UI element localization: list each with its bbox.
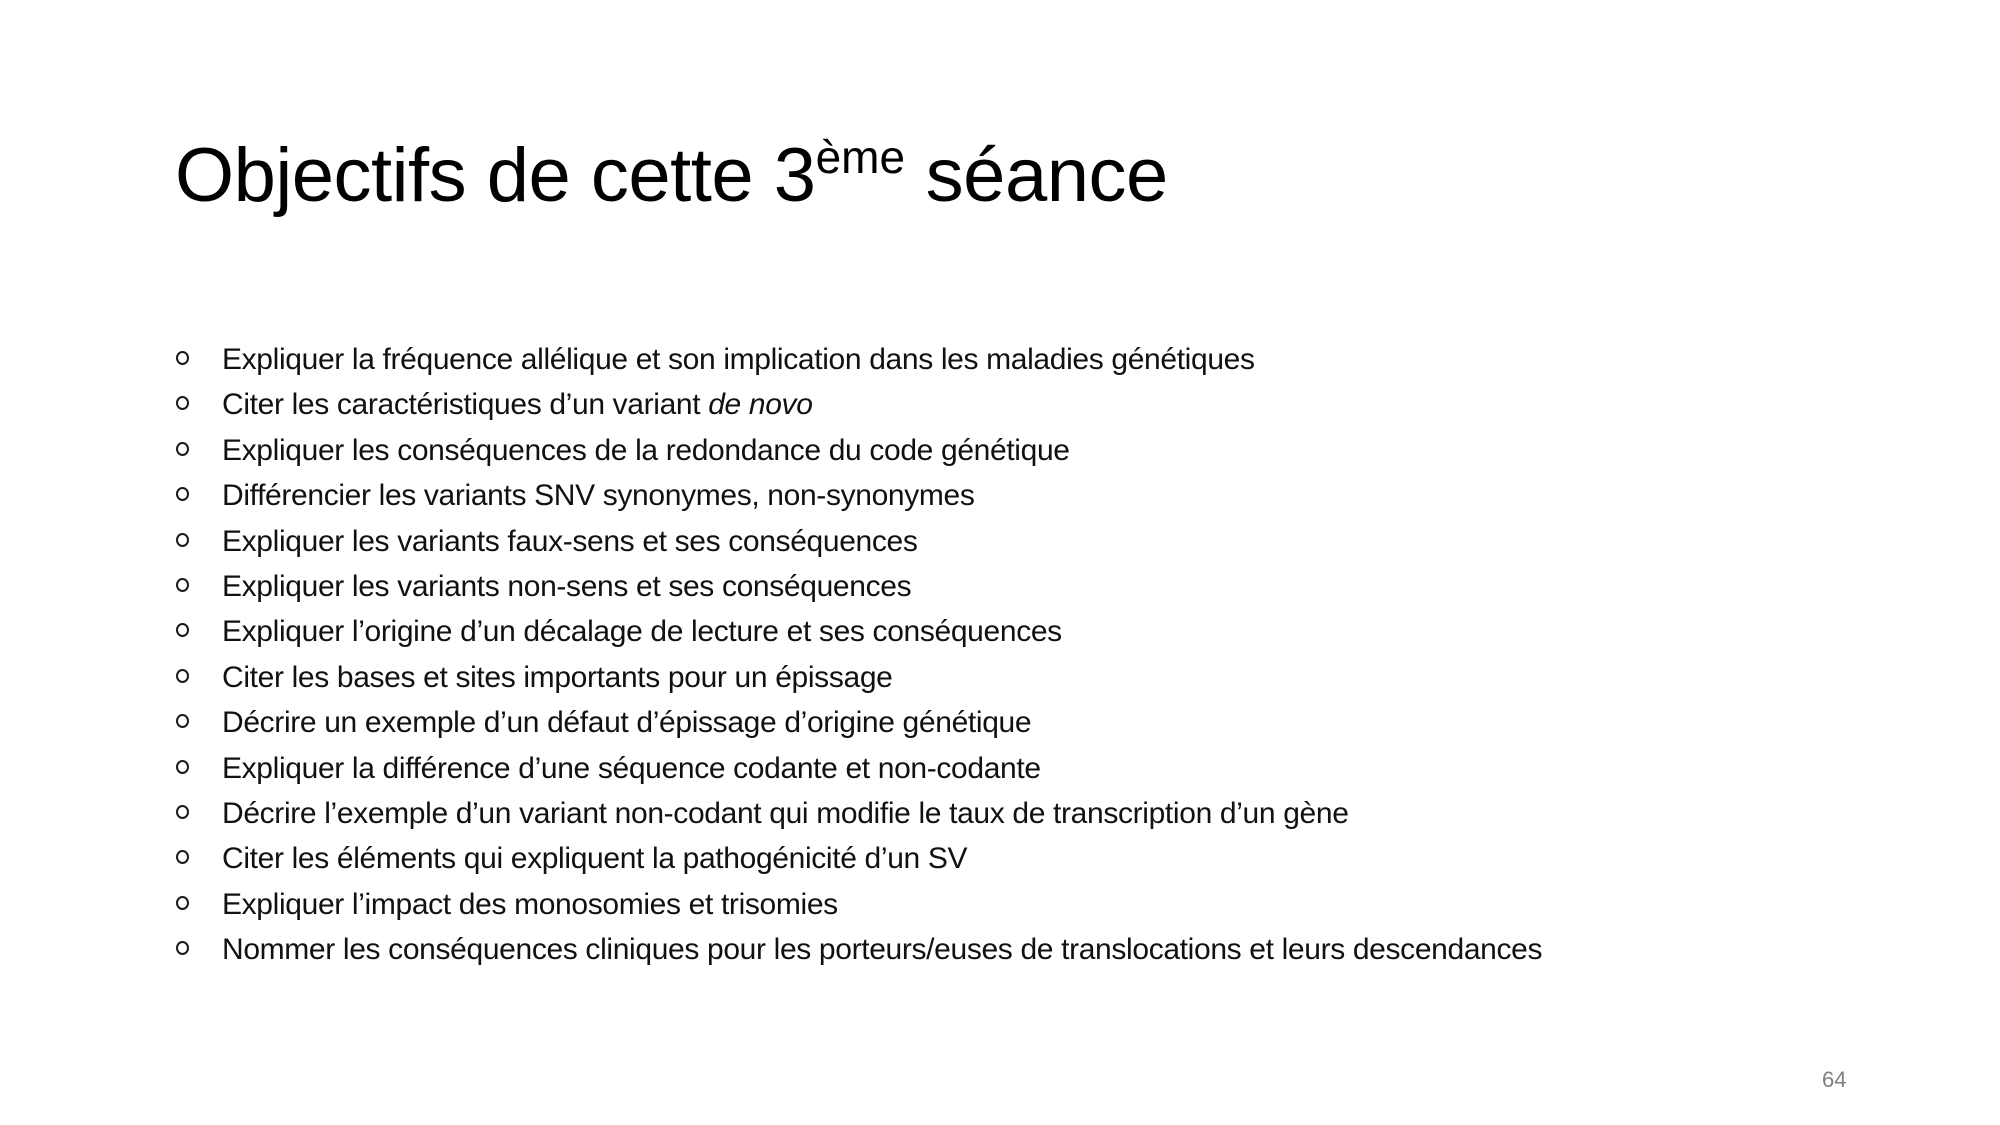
hollow-circle-bullet-icon (176, 760, 189, 774)
hollow-circle-bullet-icon (176, 578, 189, 592)
title-suffix: séance (905, 133, 1168, 218)
hollow-circle-bullet-icon (176, 351, 189, 365)
slide-title (175, 131, 1168, 218)
objective-text: Expliquer l’origine d’un décalage de lecture et ses conséquences (222, 615, 1062, 649)
objective-text: Expliquer l’impact des monosomies et trisomies (222, 887, 838, 921)
objective-text: Expliquer la différence d’une séquence codante et non-codante (222, 751, 1041, 785)
hollow-circle-bullet-icon (176, 396, 189, 410)
hollow-circle-bullet-icon (176, 487, 189, 501)
hollow-circle-bullet-icon (176, 941, 189, 955)
hollow-circle-bullet-icon (176, 805, 189, 819)
objective-text: Différencier les variants SNV synonymes, non-synonymes (222, 479, 975, 513)
hollow-circle-bullet-icon (176, 714, 189, 728)
hollow-circle-bullet-icon (176, 623, 189, 637)
objective-text: Expliquer la fréquence allélique et son implication dans les maladies génétiques (222, 343, 1255, 376)
hollow-circle-bullet-icon (176, 896, 189, 910)
objective-text: Décrire un exemple d’un défaut d’épissage d’origine génétique (222, 706, 1032, 740)
objective-text: Citer les caractéristiques d’un variant de novo (222, 388, 813, 422)
objective-text: Citer les bases et sites importants pour un épissage (222, 660, 893, 694)
page-number: 64 (1822, 1067, 1847, 1092)
objective-text: Citer les éléments qui expliquent la pathogénicité d’un SV (222, 842, 968, 876)
objective-text: Expliquer les variants faux-sens et ses conséquences (222, 524, 918, 558)
title-superscript: ème (815, 131, 906, 183)
objective-text: Expliquer les variants non-sens et ses conséquences (222, 569, 912, 603)
objective-text: Décrire l’exemple d’un variant non-codant qui modifie le taux de transcription d’un gène (222, 796, 1349, 830)
title-prefix: Objectifs de cette 3 (175, 133, 816, 218)
italic-term: de novo (708, 388, 813, 422)
hollow-circle-bullet-icon (176, 533, 189, 547)
objective-text: Expliquer les conséquences de la redondance du code génétique (222, 433, 1070, 467)
hollow-circle-bullet-icon (176, 442, 189, 456)
hollow-circle-bullet-icon (176, 850, 189, 864)
objective-text: Nommer les conséquences cliniques pour les porteurs/euses de translocations et leurs descendances (222, 933, 1543, 967)
hollow-circle-bullet-icon (176, 669, 189, 683)
